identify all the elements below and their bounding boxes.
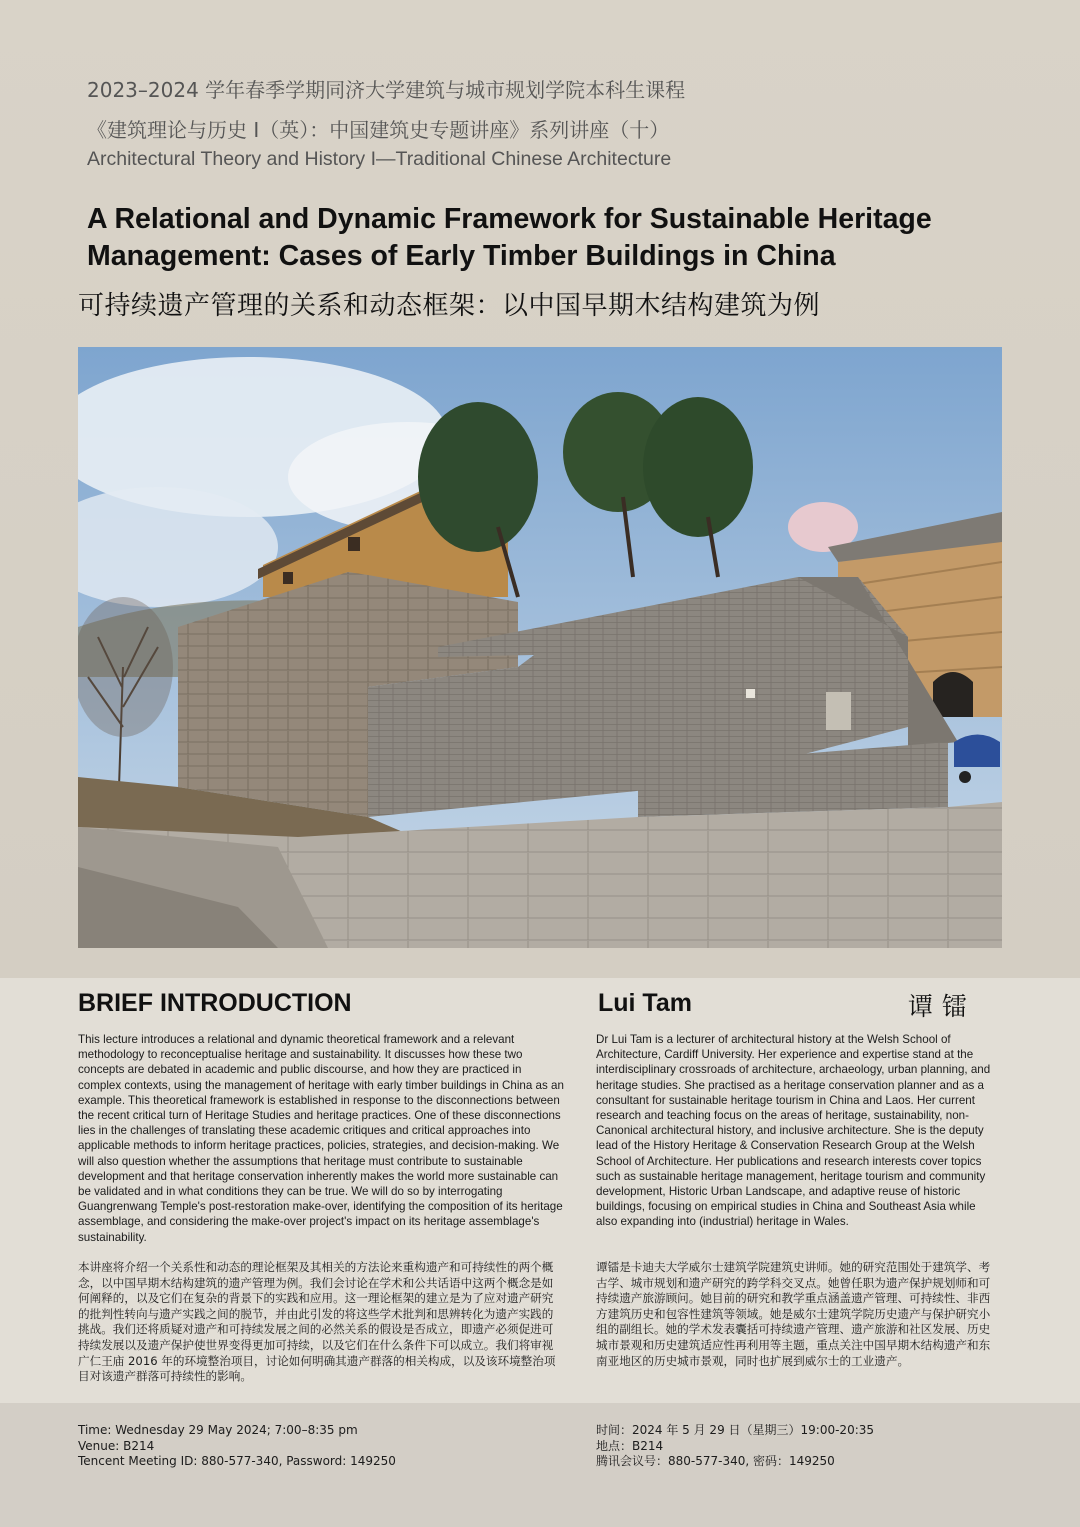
- title-line-1: A Relational and Dynamic Framework for Sustainable Heritage: [87, 203, 932, 235]
- speaker-bio-english: Dr Lui Tam is a lecturer of architectural history at the Welsh School of Architecture, Cardiff University. Her experience and expertise stand at the interdisciplinary crossroads of architecture, archaeology, urban planning, and heritage studies. She practised as a heritage conservation planner and as a consultant for sustainable heritage tourism in China and Laos. Her current research and teaching focus on the areas of heritage, sustainability, non-Canonical architectural history, and inclusive architecture. She is the deputy lead of the History Heritage & Conservation Research Group at the Welsh School of Architecture. Her publications and research interests cover topics such as sustainable heritage management, heritage tourism and community development, Historic Urban Landscape, and adaptive reuse of historic buildings, focusing on empirical studies in China and Southeast Asia while also expanding into (industrial) heritage in Wales.: [596, 1033, 991, 1229]
- series-line: 《建筑理论与历史 I（英）：中国建筑史专题讲座》系列讲座（十）: [87, 118, 670, 142]
- course-english-line: Architectural Theory and History I—Traditional Chinese Architecture: [87, 148, 672, 170]
- lecture-title-english: [87, 201, 1047, 275]
- speaker-name-english: Lui Tam: [598, 989, 692, 1017]
- temple-photo: [78, 347, 1002, 948]
- event-details-chinese: [596, 1423, 874, 1470]
- event-venue: Venue: B214: [78, 1438, 155, 1453]
- event-time-zh: 时间：2024 年 5 月 29 日（星期三）19:00-20:35: [596, 1423, 875, 1437]
- lecture-title-chinese: 可持续遗产管理的关系和动态框架：以中国早期木结构建筑为例: [78, 291, 821, 321]
- event-time: Time: Wednesday 29 May 2024; 7:00–8:35 pm: [78, 1423, 358, 1437]
- event-meeting-id-zh: 腾讯会议号：880-577-340, 密码：149250: [596, 1454, 835, 1468]
- introduction-chinese: 本讲座将介绍一个关系性和动态的理论框架及其相关的方法论来重构遗产和可持续性的两个概念，以中国早期木结构建筑的遗产管理为例。我们会讨论在学术和公共话语中这两个概念是如何阐释的，以及它们在复杂的背景下的实践和应用。这一理论框架的建立是为了应对遗产研究的批判性转向与遗产实践之间的脱节，并由此引发的将这些学术批判和思辨转化为遗产实践的挑战。我们还将质疑对遗产和可持续发展之间的必然关系的假设是否成立，即遗产必须促进可持续发展以及遗产保护使世界变得更加可持续，以及它们在什么条件下可以成立。我们将审视广仁王庙 2016 年的环境整治项目，讨论如何明确其遗产群落的相关构成，以及该环境整治项目对该遗产群落可持续性的影响。: [78, 1260, 556, 1384]
- speaker-name-chinese: 谭镭: [908, 992, 977, 1021]
- introduction-english: This lecture introduces a relational and dynamic theoretical framework and a relevant methodology to reconceptualise heritage and sustainability. It discusses how these two concepts are debated in academic and public discourse, and how they are practiced in complex contexts, using the management of heritage with early timber buildings in China as an example. This theoretical framework is established in response to the disconnections between the recent critical turn of Heritage Studies and heritage practices. One of these disconnections lies in the challenges of translating these academic critiques and critical approaches into applicable methods to inform heritage practices, policies, strategies, and decision-making. We will also question whether the assumptions that heritage must contribute to sustainable development and that heritage conservation inherently makes the world more sustainable can be validated and in what conditions they can be true. We will do so by interrogating Guangrenwang Temple's post-restoration make-over, identifying the composition of its heritage assemblage, and considering the make-over project's impact on its heritage assemblage's sustainability.: [78, 1033, 564, 1244]
- brief-introduction-heading: BRIEF INTRODUCTION: [78, 989, 352, 1017]
- event-meeting-id: Tencent Meeting ID: 880-577-340, Password: 149250: [78, 1454, 396, 1468]
- speaker-bio-chinese: 谭镭是卡迪夫大学威尔士建筑学院建筑史讲师。她的研究范围处于建筑学、考古学、城市规划和遗产研究的跨学科交叉点。她曾任职为遗产保护规划师和可持续遗产旅游顾问。她目前的研究和教学重点涵盖遗产管理、可持续性、非西方建筑历史和包容性建筑等领域。她是威尔士建筑学院历史遗产与保护研究小组的副组长。她的学术发表囊括可持续遗产管理、遗产旅游和社区发展、历史城市景观和历史建筑适应性再利用等主题，重点关注中国早期木结构遗产和东南亚地区的历史城市景观，同时也扩展到威尔士的工业遗产。: [596, 1260, 991, 1368]
- course-line: 2023–2024 学年春季学期同济大学建筑与城市规划学院本科生课程: [87, 78, 686, 102]
- title-line-2: Management: Cases of Early Timber Buildings in China: [87, 240, 836, 272]
- event-details-english: [78, 1423, 396, 1470]
- event-venue-zh: 地点：B214: [596, 1438, 664, 1453]
